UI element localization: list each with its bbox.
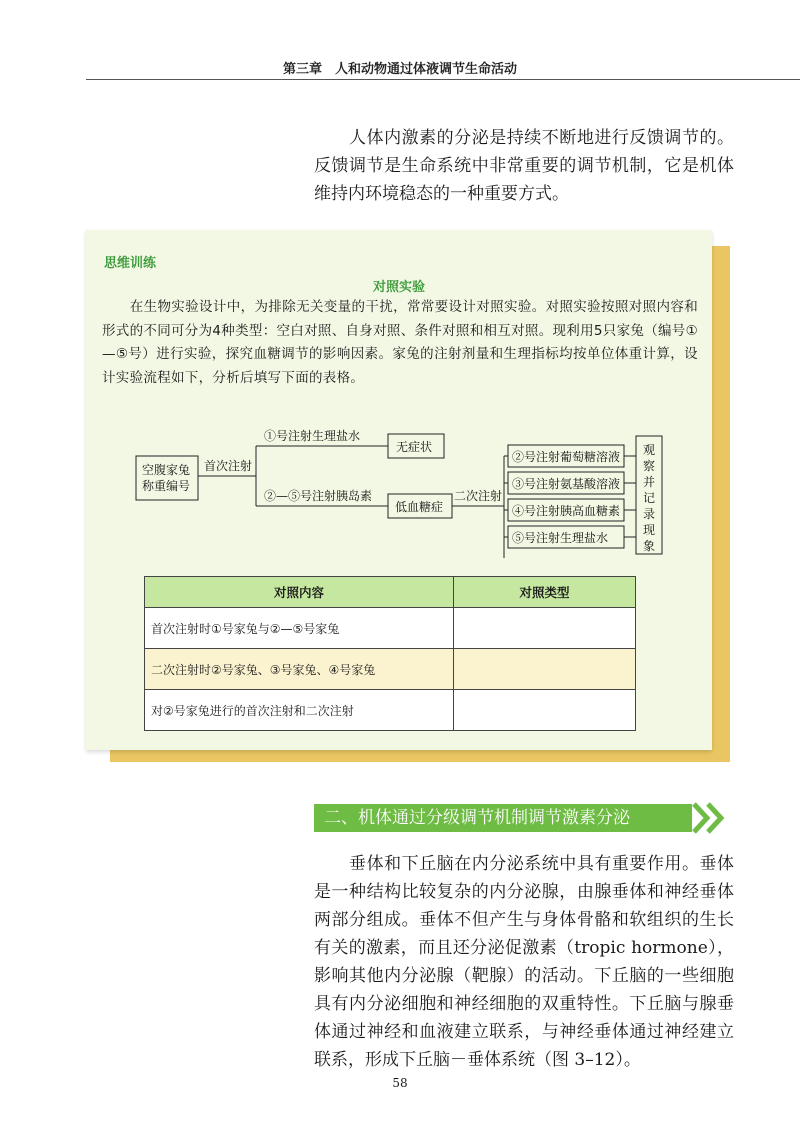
observe-char-2: 察	[643, 459, 656, 473]
thinking-box-title: 对照实验	[372, 280, 425, 295]
table-header-row	[145, 577, 636, 608]
start-label-line1: 空腹家兔	[142, 463, 191, 477]
result-bottom-label: 低血糖症	[395, 500, 444, 514]
observe-char-7: 象	[643, 539, 656, 553]
table-row	[145, 690, 636, 731]
chapter-header: 第三章 人和动物通过体液调节生命活动	[282, 62, 517, 77]
table-cell-type	[454, 690, 636, 731]
page-number: 58	[392, 1076, 408, 1090]
table-cell-content: 对②号家兔进行的首次注射和二次注射	[145, 690, 454, 731]
observe-char-4: 记	[643, 491, 656, 505]
table-row	[145, 608, 636, 649]
branch-bottom-label: ②—⑤号注射胰岛素	[264, 489, 373, 503]
second-item-1: ②号注射葡萄糖溶液	[512, 450, 621, 464]
table-header-type: 对照类型	[454, 577, 636, 608]
thinking-box-text: 在生物实验设计中，为排除无关变量的干扰，常常要设计对照实验。对照实验按照对照内容和形式的不同可分为4种类型：空白对照、自身对照、条件对照和相互对照。现利用5只家兔（编号①—⑤号）进行实验，探究血糖调节的影响因素。家兔的注射剂量和生理指标均按单位体重计算，设计实验流程如下，分析后填写下面的表格。	[102, 299, 698, 386]
table-cell-content: 二次注射时②号家兔、③号家兔、④号家兔	[145, 649, 454, 690]
header-rule	[86, 79, 800, 80]
second-item-4: ⑤号注射生理盐水	[512, 531, 609, 545]
observe-char-6: 现	[643, 523, 656, 537]
table-cell-type	[454, 608, 636, 649]
control-type-table	[144, 576, 636, 731]
observe-char-5: 录	[643, 507, 656, 521]
branch-top-label: ①号注射生理盐水	[264, 429, 361, 443]
experiment-flowchart	[126, 418, 686, 558]
intro-paragraph: 人体内激素的分泌是持续不断地进行反馈调节的。反馈调节是生命系统中非常重要的调节机制，它是机体维持内环境稳态的一种重要方式。	[314, 128, 734, 204]
table-cell-content: 首次注射时①号家兔与②—⑤号家兔	[145, 608, 454, 649]
thinking-box-label: 思维训练	[104, 256, 157, 271]
double-chevron-icon	[690, 800, 730, 836]
start-label-line2: 称重编号	[142, 479, 191, 493]
second-item-3: ④号注射胰高血糖素	[512, 504, 621, 518]
first-injection-label: 首次注射	[204, 459, 253, 473]
second-item-2: ③号注射氨基酸溶液	[512, 477, 621, 491]
body-paragraph: 垂体和下丘脑在内分泌系统中具有重要作用。垂体是一种结构比较复杂的内分泌腺，由腺垂体和神经垂体两部分组成。垂体不但产生与身体骨骼和软组织的生长有关的激素，而且还分泌促激素（tropic hormone），影响其他内分泌腺（靶腺）的活动。下丘脑的一些细胞具有内分泌细胞和神经细胞的双重特性。下丘脑与腺垂体通过神经和血液建立联系，与神经垂体通过神经建立联系，形成下丘脑－垂体系统（图 3–12）。	[314, 854, 734, 1070]
observe-char-3: 并	[643, 475, 656, 489]
table-header-content: 对照内容	[145, 577, 454, 608]
thinking-box	[86, 230, 712, 750]
second-injection-label: 二次注射	[454, 489, 503, 503]
table-cell-type	[454, 649, 636, 690]
observe-char-1: 观	[643, 443, 656, 457]
result-top-label: 无症状	[396, 440, 433, 454]
section-heading: 二、机体通过分级调节机制调节激素分泌	[314, 804, 692, 832]
table-row	[145, 649, 636, 690]
